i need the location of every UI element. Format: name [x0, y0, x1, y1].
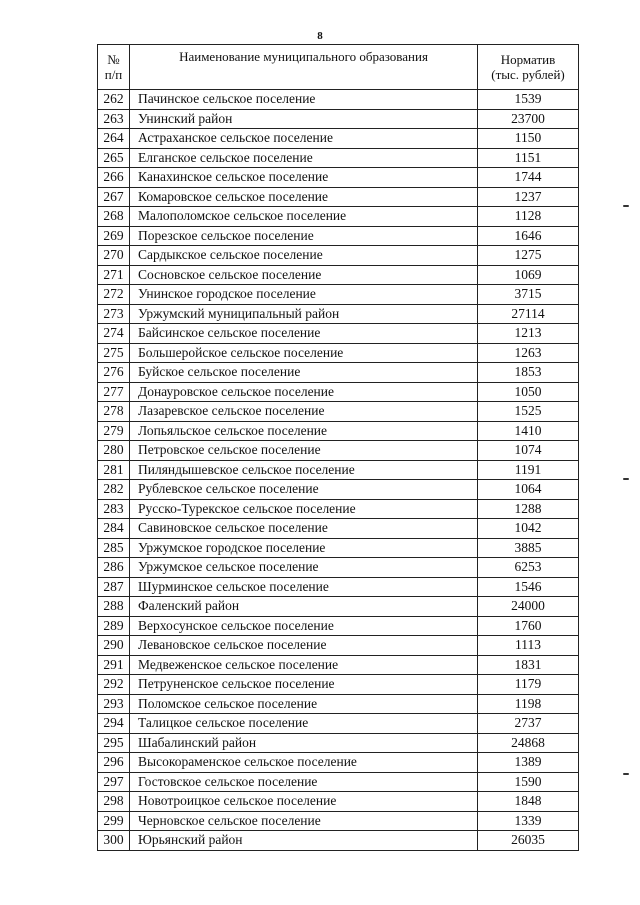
municipality-name: Черновское сельское поселение	[130, 811, 478, 831]
table-row	[98, 207, 579, 227]
normative-value: 3885	[478, 538, 579, 558]
municipality-name: Комаровское сельское поселение	[130, 187, 478, 207]
row-number: 289	[98, 616, 130, 636]
row-number: 296	[98, 753, 130, 773]
normative-value: 1848	[478, 792, 579, 812]
normative-value: 1288	[478, 499, 579, 519]
municipality-name: Савиновское сельское поселение	[130, 519, 478, 539]
table-row	[98, 811, 579, 831]
row-number: 285	[98, 538, 130, 558]
normative-value: 1546	[478, 577, 579, 597]
row-number: 295	[98, 733, 130, 753]
table-row	[98, 187, 579, 207]
table-row	[98, 226, 579, 246]
row-number: 290	[98, 636, 130, 656]
normative-value: 3715	[478, 285, 579, 305]
normative-value: 1064	[478, 480, 579, 500]
normative-value: 1525	[478, 402, 579, 422]
table-row	[98, 324, 579, 344]
row-number: 297	[98, 772, 130, 792]
margin-mark	[623, 773, 629, 775]
municipality-name: Порезское сельское поселение	[130, 226, 478, 246]
row-number: 262	[98, 90, 130, 110]
margin-mark	[623, 478, 629, 480]
normative-value: 1151	[478, 148, 579, 168]
row-number: 286	[98, 558, 130, 578]
municipality-name: Елганское сельское поселение	[130, 148, 478, 168]
table-row	[98, 129, 579, 149]
municipality-name: Уржумское сельское поселение	[130, 558, 478, 578]
municipality-name: Пиляндышевское сельское поселение	[130, 460, 478, 480]
table-row	[98, 772, 579, 792]
table-row	[98, 304, 579, 324]
table-row	[98, 519, 579, 539]
table-row	[98, 265, 579, 285]
normative-value: 2737	[478, 714, 579, 734]
row-number: 274	[98, 324, 130, 344]
municipality-name: Русско-Турекское сельское поселение	[130, 499, 478, 519]
row-number: 269	[98, 226, 130, 246]
municipality-name: Байсинское сельское поселение	[130, 324, 478, 344]
normative-value: 27114	[478, 304, 579, 324]
table-row	[98, 616, 579, 636]
table-row	[98, 402, 579, 422]
table-row	[98, 421, 579, 441]
table-row	[98, 441, 579, 461]
normative-value: 1339	[478, 811, 579, 831]
row-number: 277	[98, 382, 130, 402]
table-row	[98, 246, 579, 266]
table-row	[98, 694, 579, 714]
row-number: 271	[98, 265, 130, 285]
normative-value: 1389	[478, 753, 579, 773]
municipality-name: Петровское сельское поселение	[130, 441, 478, 461]
normative-value: 1275	[478, 246, 579, 266]
row-number: 293	[98, 694, 130, 714]
table-row	[98, 597, 579, 617]
table-row	[98, 558, 579, 578]
table-row	[98, 460, 579, 480]
table-row	[98, 538, 579, 558]
normative-value: 23700	[478, 109, 579, 129]
row-number: 284	[98, 519, 130, 539]
municipality-name: Поломское сельское поселение	[130, 694, 478, 714]
row-number: 282	[98, 480, 130, 500]
normative-value: 1069	[478, 265, 579, 285]
normative-value: 1050	[478, 382, 579, 402]
normative-value: 1213	[478, 324, 579, 344]
municipality-name: Медвеженское сельское поселение	[130, 655, 478, 675]
normative-value: 24000	[478, 597, 579, 617]
municipality-name: Сосновское сельское поселение	[130, 265, 478, 285]
municipality-name: Талицкое сельское поселение	[130, 714, 478, 734]
municipality-name: Буйское сельское поселение	[130, 363, 478, 383]
row-number: 273	[98, 304, 130, 324]
normative-value: 1590	[478, 772, 579, 792]
row-number: 280	[98, 441, 130, 461]
municipality-name: Рублевское сельское поселение	[130, 480, 478, 500]
table-row	[98, 363, 579, 383]
table-row	[98, 714, 579, 734]
header-value-line1: Норматив	[500, 52, 556, 67]
table-row	[98, 636, 579, 656]
normative-value: 24868	[478, 733, 579, 753]
normative-value: 1853	[478, 363, 579, 383]
row-number: 267	[98, 187, 130, 207]
header-value-line2: (тыс. рублей)	[491, 67, 565, 82]
table-body	[98, 90, 579, 851]
municipality-name: Уржумское городское поселение	[130, 538, 478, 558]
row-number: 270	[98, 246, 130, 266]
municipality-name: Гостовское сельское поселение	[130, 772, 478, 792]
municipality-name: Шурминское сельское поселение	[130, 577, 478, 597]
row-number: 264	[98, 129, 130, 149]
row-number: 268	[98, 207, 130, 227]
municipality-name: Лопьяльское сельское поселение	[130, 421, 478, 441]
municipality-name: Левановское сельское поселение	[130, 636, 478, 656]
municipality-name: Сардыкское сельское поселение	[130, 246, 478, 266]
header-name: Наименование муниципального образования	[130, 45, 478, 90]
margin-mark	[623, 205, 629, 207]
normative-value: 26035	[478, 831, 579, 851]
table-row	[98, 148, 579, 168]
page-number: 8	[317, 30, 323, 42]
normative-value: 1263	[478, 343, 579, 363]
header-num	[98, 45, 130, 90]
normative-value: 1539	[478, 90, 579, 110]
row-number: 281	[98, 460, 130, 480]
municipality-name: Большеройское сельское поселение	[130, 343, 478, 363]
normative-value: 1113	[478, 636, 579, 656]
table-row	[98, 831, 579, 851]
table-row	[98, 168, 579, 188]
table-row	[98, 343, 579, 363]
row-number: 299	[98, 811, 130, 831]
table-header	[98, 45, 579, 90]
municipality-name: Шабалинский район	[130, 733, 478, 753]
row-number: 291	[98, 655, 130, 675]
table-row	[98, 655, 579, 675]
municipality-name: Лазаревское сельское поселение	[130, 402, 478, 422]
municipality-name: Пачинское сельское поселение	[130, 90, 478, 110]
municipality-name: Малополомское сельское поселение	[130, 207, 478, 227]
row-number: 275	[98, 343, 130, 363]
municipality-name: Фаленский район	[130, 597, 478, 617]
normative-value: 1198	[478, 694, 579, 714]
row-number: 276	[98, 363, 130, 383]
municipality-name: Верхосунское сельское поселение	[130, 616, 478, 636]
row-number: 265	[98, 148, 130, 168]
table-row	[98, 480, 579, 500]
row-number: 272	[98, 285, 130, 305]
header-num-line1: №	[107, 52, 120, 67]
municipality-name: Новотроицкое сельское поселение	[130, 792, 478, 812]
normative-value: 1128	[478, 207, 579, 227]
table-row	[98, 499, 579, 519]
normative-value: 1646	[478, 226, 579, 246]
normative-value: 1237	[478, 187, 579, 207]
row-number: 266	[98, 168, 130, 188]
table-row	[98, 733, 579, 753]
table-row	[98, 382, 579, 402]
normative-value: 1760	[478, 616, 579, 636]
normative-value: 1150	[478, 129, 579, 149]
municipality-name: Юрьянский район	[130, 831, 478, 851]
row-number: 288	[98, 597, 130, 617]
table-row	[98, 285, 579, 305]
row-number: 298	[98, 792, 130, 812]
row-number: 300	[98, 831, 130, 851]
normative-value: 1074	[478, 441, 579, 461]
row-number: 279	[98, 421, 130, 441]
table-row	[98, 753, 579, 773]
normative-value: 6253	[478, 558, 579, 578]
row-number: 294	[98, 714, 130, 734]
row-number: 292	[98, 675, 130, 695]
header-num-line2: п/п	[104, 67, 123, 82]
municipality-name: Уржумский муниципальный район	[130, 304, 478, 324]
normative-value: 1179	[478, 675, 579, 695]
header-value	[478, 45, 579, 90]
municipality-name: Донауровское сельское поселение	[130, 382, 478, 402]
municipality-name: Унинское городское поселение	[130, 285, 478, 305]
municipality-name: Унинский район	[130, 109, 478, 129]
table-row	[98, 90, 579, 110]
table-row	[98, 792, 579, 812]
normative-value: 1831	[478, 655, 579, 675]
row-number: 283	[98, 499, 130, 519]
municipality-name: Канахинское сельское поселение	[130, 168, 478, 188]
municipality-name: Высокораменское сельское поселение	[130, 753, 478, 773]
normative-value: 1744	[478, 168, 579, 188]
table-row	[98, 577, 579, 597]
municipality-name: Астраханское сельское поселение	[130, 129, 478, 149]
normative-table	[97, 44, 579, 851]
normative-value: 1042	[478, 519, 579, 539]
table-row	[98, 109, 579, 129]
row-number: 278	[98, 402, 130, 422]
municipality-name: Петруненское сельское поселение	[130, 675, 478, 695]
table-row	[98, 675, 579, 695]
normative-value: 1410	[478, 421, 579, 441]
normative-value: 1191	[478, 460, 579, 480]
row-number: 287	[98, 577, 130, 597]
row-number: 263	[98, 109, 130, 129]
